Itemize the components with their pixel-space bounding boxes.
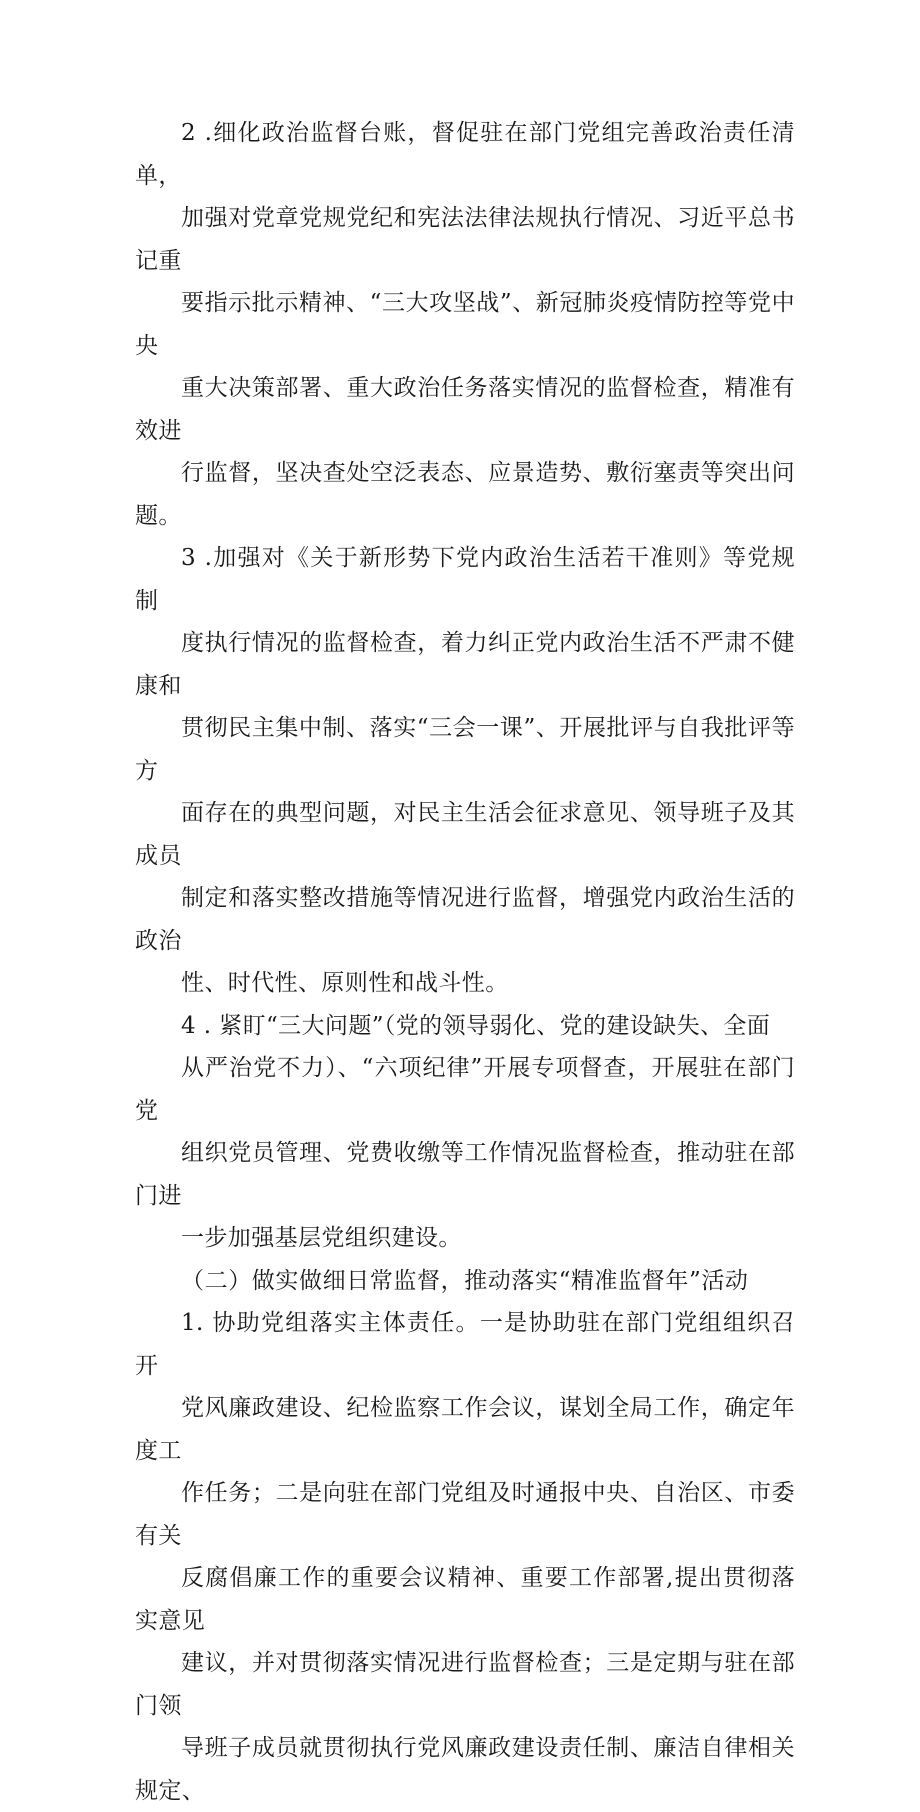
text-line: 1. 协助党组落实主体责任。一是协助驻在部门党组组织召开 <box>135 1310 795 1379</box>
document-body <box>135 112 795 1812</box>
text-line: 加强对党章党规党纪和宪法法律法规执行情况、习近平总书记重 <box>135 205 795 274</box>
text-line: 制定和落实整改措施等情况进行监督，增强党内政治生活的政治 <box>135 885 795 954</box>
text-line: 行监督，坚决查处空泛表态、应景造势、敷衍塞责等突出问题。 <box>135 460 795 529</box>
text-line: 导班子成员就贯彻执行党风廉政建设责任制、廉洁自律相关规定、 <box>135 1735 795 1804</box>
paragraph-section-2-item-1 <box>135 1302 795 1812</box>
text-line: 2 .细化政治监督台账，督促驻在部门党组完善政治责任清单， <box>135 120 795 189</box>
text-line: 建议，并对贯彻落实情况进行监督检查；三是定期与驻在部门领 <box>135 1650 795 1719</box>
text-line: 3 .加强对《关于新形势下党内政治生活若干准则》等党规制 <box>135 545 795 614</box>
section-heading <box>135 1260 795 1303</box>
text-line: 4 . 紧盯“三大问题”（党的领导弱化、党的建设缺失、全面 <box>181 1012 771 1039</box>
paragraph-item-3 <box>135 537 795 1005</box>
paragraph-item-4 <box>135 1005 795 1260</box>
text-line: 作任务；二是向驻在部门党组及时通报中央、自治区、市委有关 <box>135 1480 795 1549</box>
text-line: 反腐倡廉工作的重要会议精神、重要工作部署,提出贯彻落实意见 <box>135 1565 795 1634</box>
text-line: 贯彻民主集中制、落实“三会一课”、开展批评与自我批评等方 <box>135 715 795 784</box>
text-line: 组织党员管理、党费收缴等工作情况监督检查，推动驻在部门进 <box>135 1140 795 1209</box>
text-line: 性、时代性、原则性和战斗性。 <box>181 970 509 996</box>
text-line: 一步加强基层党组织建设。 <box>181 1225 462 1251</box>
text-line: 重大决策部署、重大政治任务落实情况的监督检查，精准有效进 <box>135 375 795 444</box>
text-line: 度执行情况的监督检查，着力纠正党内政治生活不严肃不健康和 <box>135 630 795 699</box>
text-line: 党风廉政建设、纪检监察工作会议，谋划全局工作，确定年度工 <box>135 1395 795 1464</box>
text-line: （二）做实做细日常监督，推动落实“精准监督年”活动 <box>181 1267 749 1294</box>
text-line: 面存在的典型问题，对民主生活会征求意见、领导班子及其成员 <box>135 800 795 869</box>
paragraph-item-2 <box>135 112 795 537</box>
text-line: 要指示批示精神、“三大攻坚战”、新冠肺炎疫情防控等党中央 <box>135 290 795 359</box>
text-line: 从严治党不力）、“六项纪律”开展专项督查，开展驻在部门党 <box>135 1055 795 1124</box>
